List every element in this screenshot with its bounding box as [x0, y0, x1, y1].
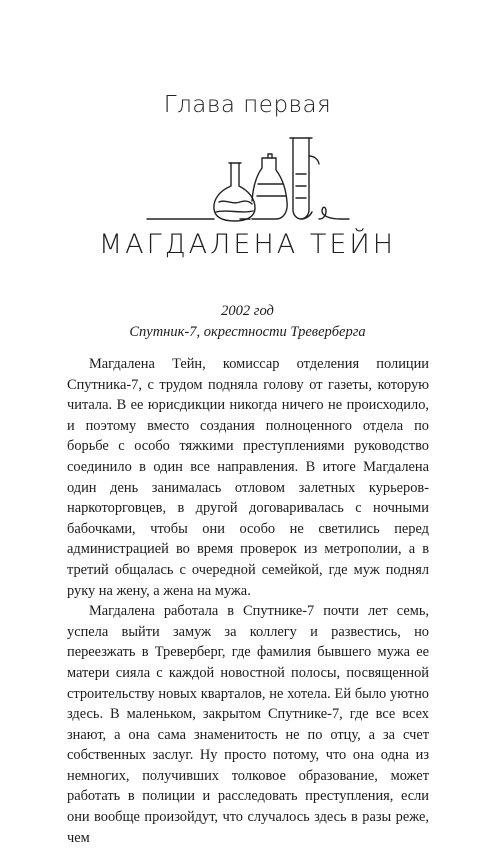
- test-tube: [293, 138, 309, 219]
- base-line: [147, 207, 349, 219]
- chapter-title: МАГДАЛЕНА ТЕЙН: [98, 229, 397, 260]
- tall-beaker: [252, 158, 287, 219]
- paragraph: Магдалена Тейн, комиссар отделения полиции Спутника-7, с трудом подняла голову от газеты, которую читала. В ее юрисдикции никогда ничего не происходило, и поэтому вместо создания полноценного отдела по борьбе с особо тяжкими преступлениями руководство соединило в один все направления. В итоге Магдалена один день занималась отловом залетных курьеров-наркоторговцев, в другой договаривалась с ночными бабочками, чтобы они особо не светились перед администрацией во время проверок из метрополии, а в третий общалась с очередной семейкой, где муж поднял руку на жену, а жена на мужа.: [67, 356, 429, 599]
- paragraph: Магдалена работала в Спутнике-7 почти лет семь, успела выйти замуж за коллегу и развестись, но переезжать в Треверберг, где фамилия бывшего мужа ее матери сияла с каждой новостной полосы, посвященной строительству новых кварталов, не хотела. Ей было уютно здесь. В маленьком, закрытом Спутнике-7, где все всех знают, а она сама знаменитость не по отцу, а за счет собственных заслуг. Ну просто потому, что она одна из немногих, получивших толковое образование, может работать в полиции и расследовать преступления, если они вообще произойдут, что случалось здесь в разы реже, чем: [67, 603, 429, 846]
- body-text: [67, 354, 429, 848]
- laboratory-glassware-icon: [0, 126, 495, 226]
- dateline-year: 2002 год: [221, 303, 274, 319]
- dateline: [0, 301, 495, 343]
- chapter-label: Глава первая: [163, 92, 332, 118]
- dateline-place: Спутник-7, окрестности Треверберга: [129, 324, 366, 340]
